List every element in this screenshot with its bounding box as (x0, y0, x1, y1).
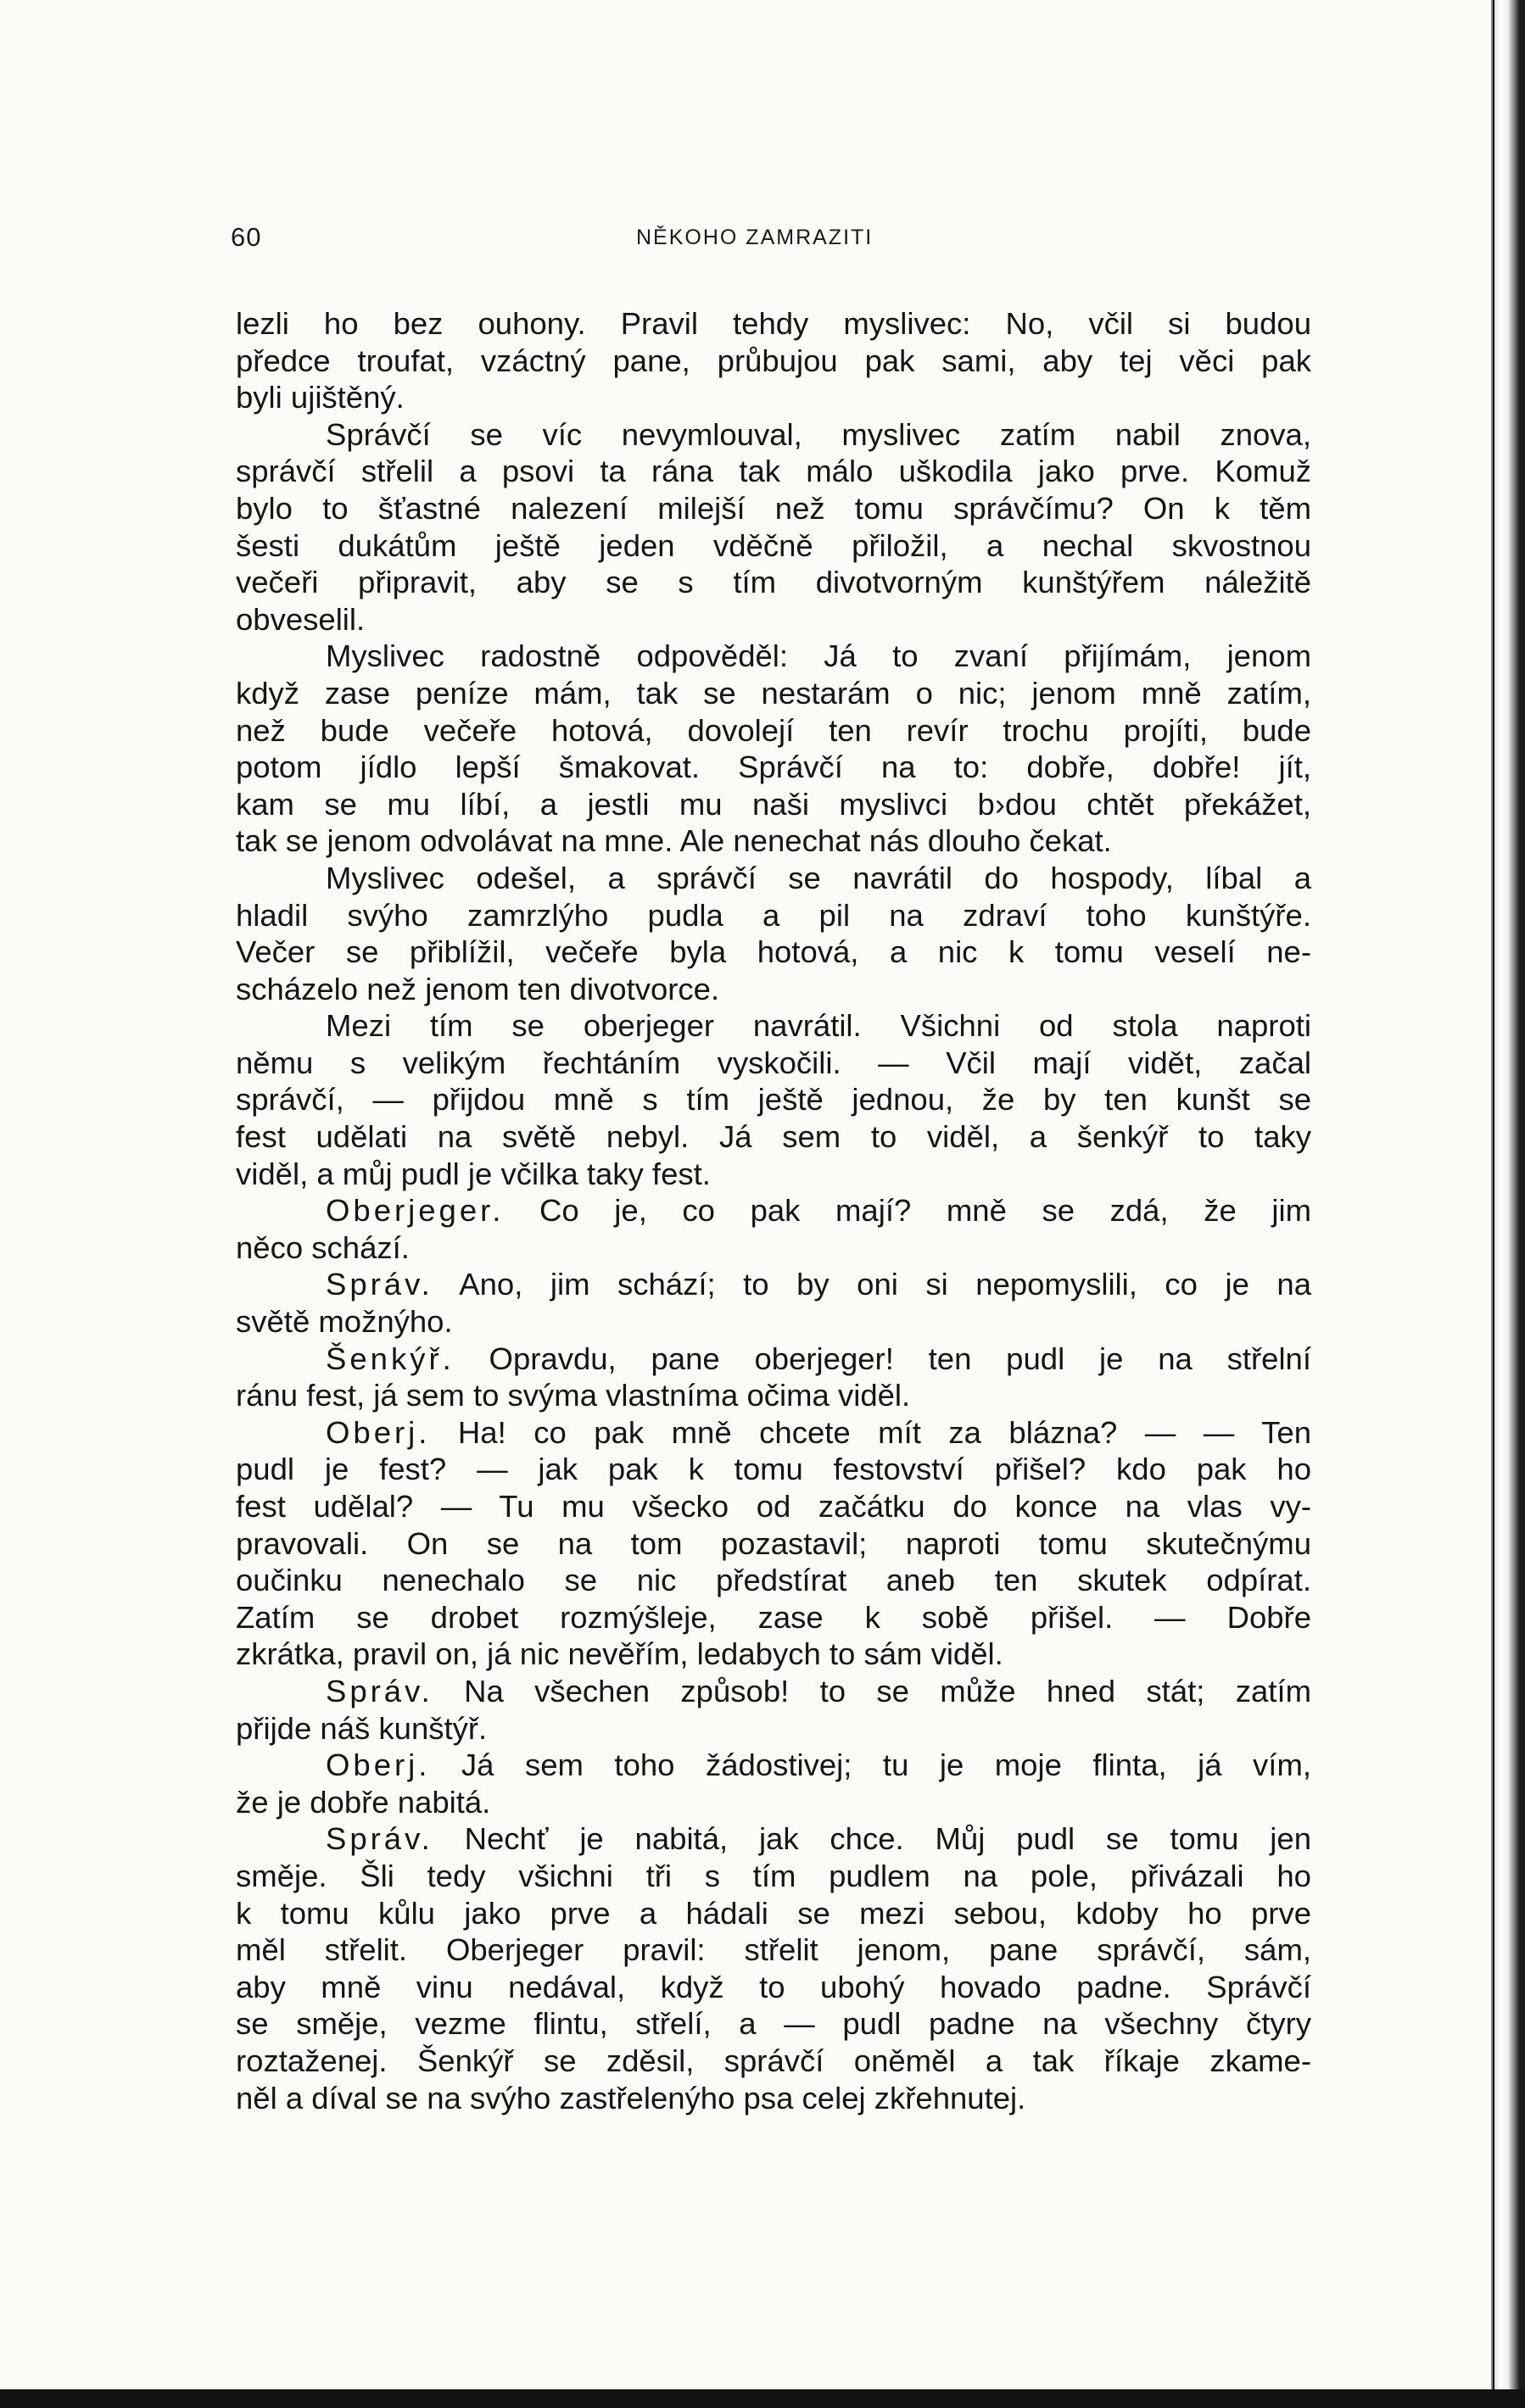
page-edge-right (1494, 0, 1525, 2408)
text-line: se směje, vezme flintu, střelí, a — pudl padne na všechny čtyry (236, 2006, 1311, 2042)
text-line: fest udělati na světě nebyl. Já sem to viděl, a šenkýř to taky (236, 1119, 1311, 1155)
text-line: potom jídlo lepší šmakovat. Správčí na to: dobře, dobře! jít, (236, 750, 1311, 785)
text-line: světě možnýho. (236, 1304, 453, 1340)
text-line: oučinku nenechalo se nic předstírat aneb ten skutek odpírat. (236, 1563, 1311, 1598)
speaker-name: Oberj. (326, 1414, 431, 1450)
text-line: ránu fest, já sem to svýma vlastníma očima viděl. (236, 1378, 911, 1413)
speaker-name: Správ. (326, 1673, 433, 1708)
text-line: tak se jenom odvolávat na mne. Ale nenechat nás dlouho čekat. (236, 823, 1112, 859)
speaker-name: Správ. (326, 1267, 433, 1302)
text-line: k tomu kůlu jako prve a hádali se mezi sebou, kdoby ho prve (236, 1895, 1311, 1931)
text-line: šesti dukátům ještě jeden vděčně přiložil, a nechal skvostnou (236, 527, 1311, 563)
dialogue-line (236, 1820, 1311, 1858)
text-line: že je dobře nabitá. (236, 1784, 491, 1820)
text-line: předce troufat, vzáctný pane, průbujou pak sami, aby tej věci pak (236, 343, 1311, 378)
text-line: přijde náš kunštýř. (236, 1710, 488, 1746)
paragraph-start: Myslivec odešel, a správčí se navrátil do hospody, líbal a (326, 860, 1311, 895)
text-line: lezli ho bez ouhony. Pravil tehdy myslivec: No, včil si budou (236, 306, 1311, 341)
speech-text: Ha! co pak mně chcete mít za blázna? — — Ten (430, 1414, 1311, 1450)
speech-text: Ano, jim schází; to by oni si nepomyslili, co je na (433, 1267, 1311, 1302)
text-line: scházelo než jenom ten divotvorce. (236, 971, 720, 1006)
text-line: bylo to šťastné nalezení milejší než tomu správčímu? On k těm (236, 490, 1311, 526)
text-line: hladil svýho zamrzlýho pudla a pil na zdraví toho kunštýře. (236, 897, 1311, 933)
text-line: kam se mu líbí, a jestli mu naši myslivci b›dou chtět překážet, (236, 786, 1311, 822)
speaker-name: Šenkýř. (326, 1341, 455, 1376)
dialogue-line (236, 1414, 1311, 1452)
text-line: obveselil. (236, 601, 366, 637)
text-line: když zase peníze mám, tak se nestarám o nic; jenom mně zatím, (236, 675, 1311, 711)
text-line: správčí střelil a psovi ta rána tak málo uškodila jako prve. Komuž (236, 454, 1311, 489)
speaker-name: Oberjeger. (326, 1193, 505, 1229)
text-line: Zatím se drobet rozmýšleje, zase k sobě přišel. — Dobře (236, 1599, 1311, 1635)
text-line: Večer se přiblížil, večeře byla hotová, a nic k tomu veselí ne- (236, 934, 1311, 970)
body-text (236, 305, 1311, 2116)
paragraph-start: Mezi tím se oberjeger navrátil. Všichni od stola naproti (326, 1008, 1311, 1044)
paragraph-start: Správčí se víc nevymlouval, myslivec zatím nabil znova, (326, 416, 1311, 452)
page-edge-bottom (0, 2389, 1525, 2408)
speech-text: Já sem toho žádostivej; tu je moje flinta, já vím, (430, 1747, 1311, 1783)
text-line: směje. Šli tedy všichni tři s tím pudlem na pole, přivázali ho (236, 1858, 1311, 1893)
dialogue-line (236, 1266, 1311, 1303)
speech-text: Nechť je nabitá, jak chce. Můj pudl se tomu jen (433, 1821, 1311, 1857)
text-line: správčí, — přijdou mně s tím ještě jednou, že by ten kunšt se (236, 1082, 1311, 1118)
text-line: viděl, a můj pudl je včilka taky fest. (236, 1156, 711, 1191)
text-line: fest udělal? — Tu mu všecko od začátku do konce na vlas vy- (236, 1489, 1311, 1524)
text-line: měl střelit. Oberjeger pravil: střelit jenom, pane správčí, sám, (236, 1932, 1311, 1968)
text-line: němu s velikým řechtáním vyskočili. — Včil mají vidět, začal (236, 1045, 1311, 1080)
text-line: něco schází. (236, 1229, 410, 1265)
dialogue-line (236, 1192, 1311, 1229)
text-line: pudl je fest? — jak pak k tomu festovství přišel? kdo pak ho (236, 1452, 1311, 1487)
text-line: zkrátka, pravil on, já nic nevěřím, ledabych to sám viděl. (236, 1636, 1003, 1672)
running-head: NĚKOHO ZAMRAZITI (636, 226, 874, 249)
speaker-name: Oberj. (326, 1747, 431, 1783)
page-number: 60 (231, 222, 262, 252)
text-line: než bude večeře hotová, dovolejí ten revír trochu projíti, bude (236, 712, 1311, 748)
speech-text: Co je, co pak mají? mně se zdá, že jim (504, 1193, 1311, 1229)
paragraph-start: Myslivec radostně odpověděl: Já to zvaní přijímám, jenom (326, 638, 1311, 674)
speech-text: Na všechen způsob! to se může hned stát; zatím (433, 1673, 1311, 1708)
text-line: byli ujištěný. (236, 380, 405, 415)
text-line: večeři připravit, aby se s tím divotvorným kunštýřem náležitě (236, 565, 1311, 600)
text-line: roztaženej. Šenkýř se zděsil, správčí oněměl a tak říkaje zkame- (236, 2043, 1311, 2078)
dialogue-line (236, 1673, 1311, 1710)
page-header (231, 222, 1282, 256)
text-line: něl a díval se na svýho zastřelenýho psa celej zkřehnutej. (236, 2080, 1026, 2115)
speech-text: Opravdu, pane oberjeger! ten pudl je na střelní (454, 1341, 1311, 1376)
text-line: aby mně vinu nedával, když to ubohý hovado padne. Správčí (236, 1969, 1311, 2004)
text-line: pravovali. On se na tom pozastavil; naproti tomu skutečnýmu (236, 1525, 1311, 1561)
dialogue-line (236, 1341, 1311, 1378)
dialogue-line (236, 1747, 1311, 1784)
speaker-name: Správ. (326, 1821, 433, 1857)
